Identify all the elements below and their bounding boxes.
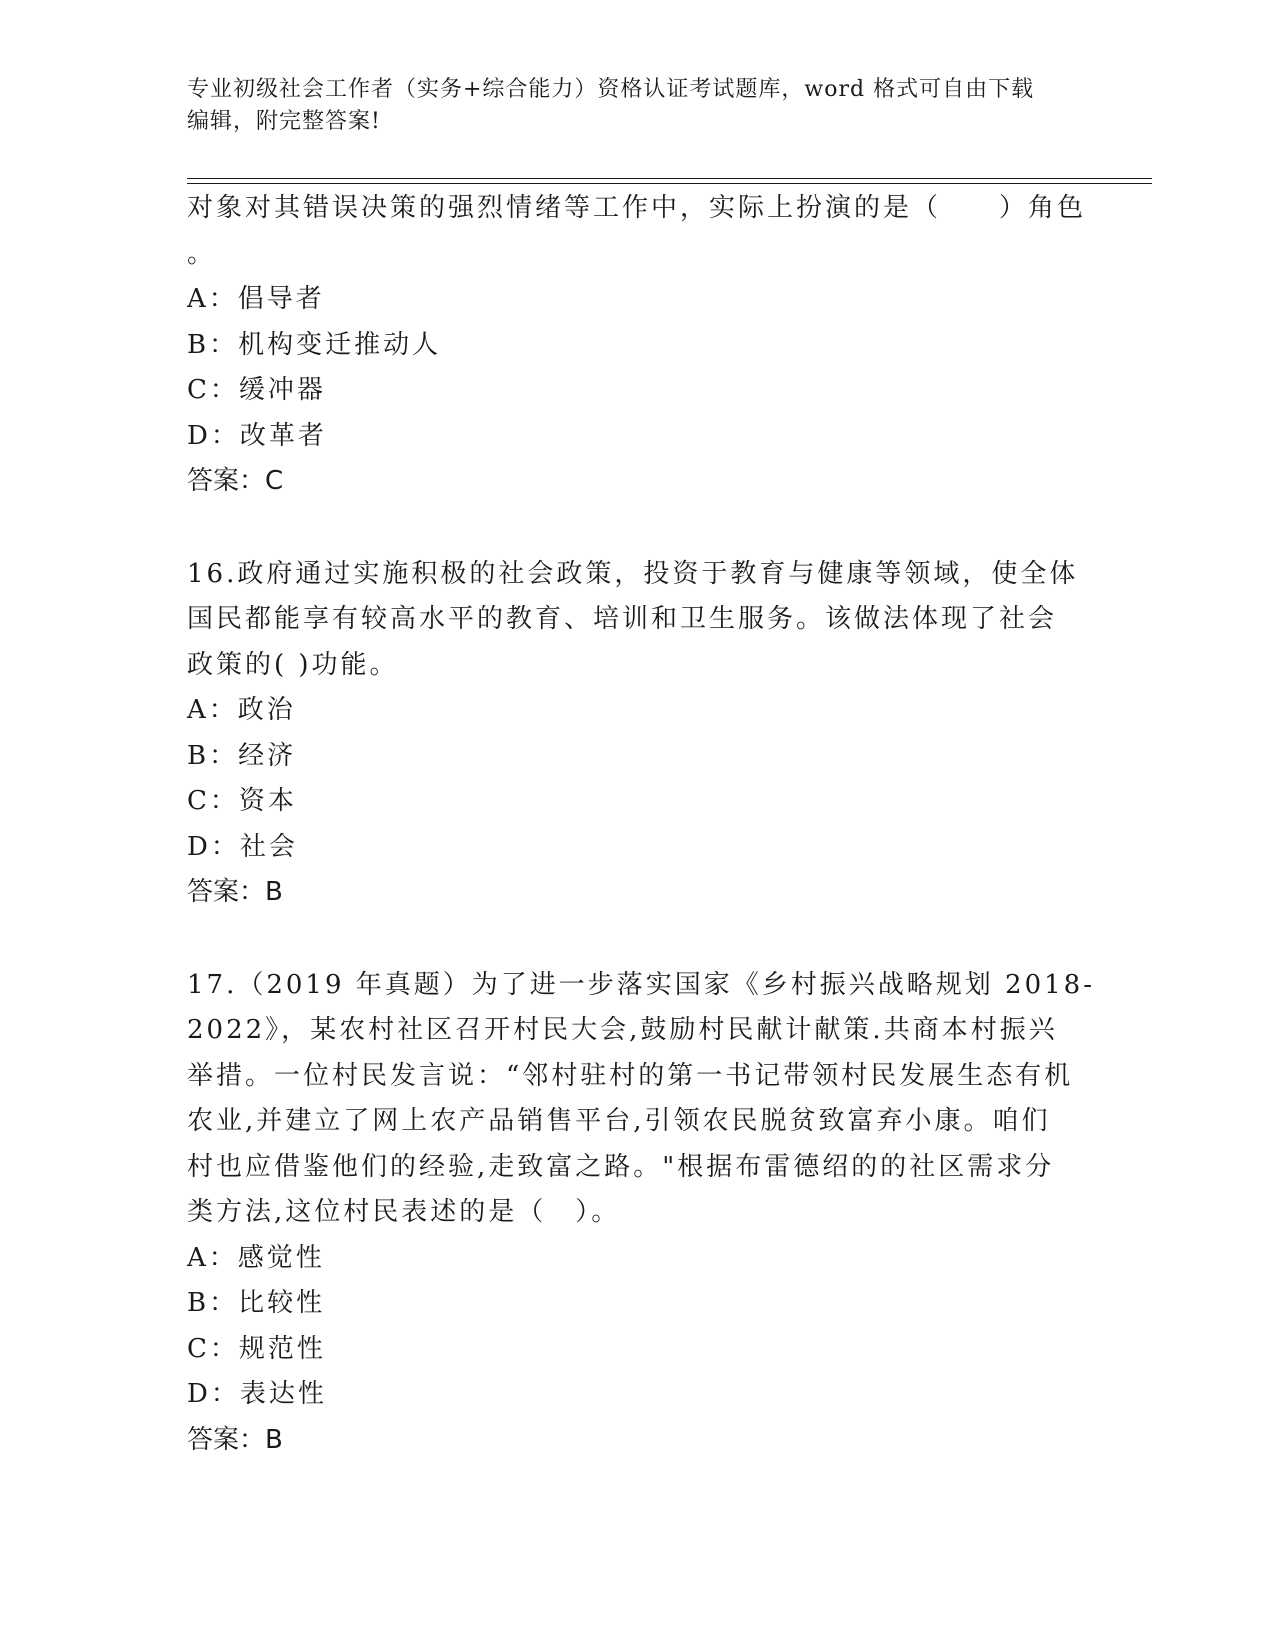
header-line-1: 专业初级社会工作者（实务+综合能力）资格认证考试题库，word 格式可自由下载	[187, 77, 1035, 102]
header-divider-top	[187, 178, 1152, 179]
option-c: C：资本	[187, 786, 297, 816]
option-d: D：社会	[187, 831, 298, 862]
option-c: C：缓冲器	[187, 375, 326, 405]
option-d: D：改革者	[187, 420, 327, 451]
question-spacer	[187, 505, 1087, 552]
question-stem-line: 对象对其错误决策的强烈情绪等工作中，实际上扮演的是（ ）角色	[187, 193, 1087, 223]
question-16	[187, 552, 1087, 916]
question-spacer	[187, 916, 1087, 963]
question-stem-line: 农业,并建立了网上农产品销售平台,引领农民脱贫致富弃小康。咱们	[187, 1106, 1051, 1136]
question-stem-line: 国民都能享有较高水平的教育、培训和卫生服务。该做法体现了社会	[187, 604, 1058, 634]
document-header	[187, 74, 1087, 138]
question-17	[187, 963, 1095, 1464]
question-stem-line: 。	[187, 238, 217, 269]
option-c: C：规范性	[187, 1333, 326, 1364]
answer-label: 答案：B	[187, 1424, 283, 1455]
question-stem-line: 村也应借鉴他们的经验,走致富之路。"根据布雷德绍的的社区需求分	[187, 1151, 1055, 1182]
option-a: A：政治	[187, 695, 296, 725]
question-15	[187, 186, 1087, 505]
option-b: B：比较性	[187, 1288, 326, 1318]
question-stem-line: 16.政府通过实施积极的社会政策，投资于教育与健康等领域，使全体	[187, 558, 1079, 589]
header-divider-bottom	[187, 183, 1152, 184]
option-b: B：经济	[187, 740, 297, 771]
header-line-2: 编辑，附完整答案!	[187, 109, 381, 134]
option-d: D：表达性	[187, 1379, 327, 1409]
option-b: B：机构变迁推动人	[187, 329, 442, 360]
question-list	[187, 186, 1095, 1463]
option-a: A：倡导者	[187, 284, 325, 314]
question-stem-line: 17.（2019 年真题）为了进一步落实国家《乡村振兴战略规划 2018-	[187, 969, 1095, 1000]
question-stem-line: 2022》，某农村社区召开村民大会,鼓励村民献计献策.共商本村振兴	[187, 1015, 1058, 1045]
question-stem-line: 政策的( )功能。	[187, 649, 399, 680]
option-a: A：感觉性	[187, 1242, 325, 1273]
question-stem-line: 类方法,这位村民表述的是（ ）。	[187, 1197, 621, 1227]
answer-label: 答案：B	[187, 877, 283, 907]
answer-label: 答案：C	[187, 466, 284, 496]
question-stem-line: 举措。一位村民发言说：“邻村驻村的第一书记带领村民发展生态有机	[187, 1060, 1074, 1091]
